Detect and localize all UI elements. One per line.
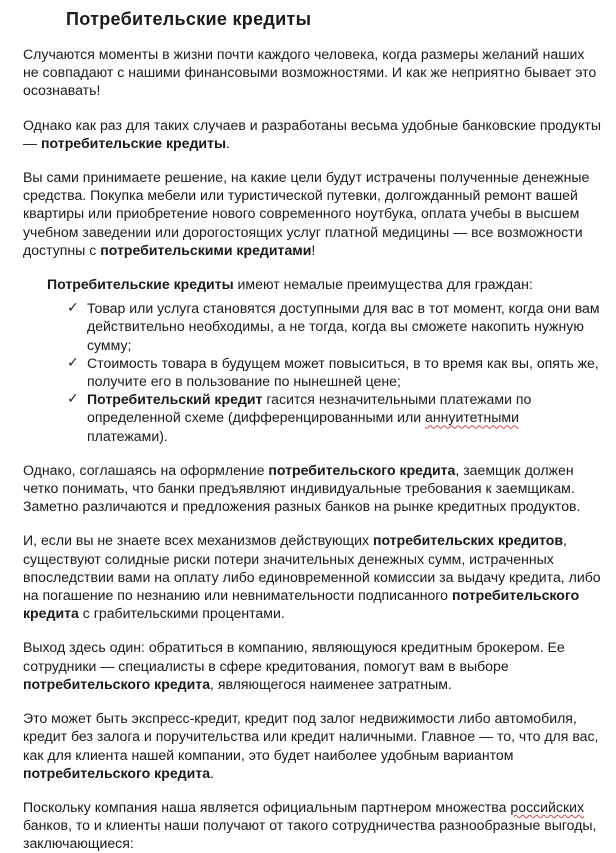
paragraph-risks: И, если вы не знаете всех механизмов действующих потребительских кредитов, существуют солидные риски потери значительных денежных сумм, истраченных впоследствии вами на оплату либо единовременной комиссии за выдачу кредита, либо на погашение по незнанию или невнимательности подписанного потребительского кредита с грабительскими процентами. xyxy=(23,532,601,622)
paragraph-intro: Случаются моменты в жизни почти каждого человека, когда размеры желаний наших не совпадают с нашими финансовыми возможностями. И как же неприятно бывает это осознавать! xyxy=(23,46,597,99)
paragraph-partners: Поскольку компания наша является официальным партнером множества российских банков, то и клиенты наши получают от такого сотрудничества разнообразные выгоды, заключающиеся: xyxy=(23,798,597,852)
list-item: ✓ Стоимость товара в будущем может повыситься, в то время как вы, опять же, получите его в пользование по нынешней цене; xyxy=(67,354,599,390)
spellcheck-flagged-word[interactable]: аннуитетными xyxy=(425,409,519,426)
paragraph-agreement: Однако, соглашаясь на оформление потребительского кредита, заемщик должен четко понимать, что банки предъявляют индивидуальные требования к заемщикам. Заметно различаются и предложения разных банков на рынке кредитных продуктов. xyxy=(23,461,581,515)
advantages-list xyxy=(23,299,602,445)
keyword: потребительского кредита xyxy=(23,587,580,622)
checkmark-icon: ✓ xyxy=(67,300,79,317)
keyword: потребительского кредита xyxy=(268,461,456,478)
keyword: потребительских кредитов xyxy=(372,532,564,549)
keyword: потребительского кредита xyxy=(23,675,211,692)
keyword: потребительскими кредитами xyxy=(100,241,312,258)
paragraph-choices: Вы сами принимаете решение, на какие цели будут истрачены полученные денежные средства. Покупка мебели или туристической путевки, долгожданный ремонт вашей квартиры или приобретение нового современного ноутбука, оплата учебы в высшем учебном заведении или дорогостоящих услуг платной медицины — все возможности доступны с потребительскими кредитами! xyxy=(23,169,590,258)
paragraph-advantages-intro: Потребительские кредиты имеют немалые преимущества для граждан: xyxy=(47,276,533,293)
paragraph-broker: Выход здесь один: обратиться в компанию, являющуюся кредитным брокером. Ее сотрудники — специалисты в сфере кредитования, помогут вам в выборе потребительского кредита, являющегося наименее затратным. xyxy=(23,639,565,692)
list-item: ✓ Товар или услуга становятся доступными для вас в тот момент, когда они вам действительно необходимы, а не тогда, когда вы сможете накопить нужную сумму; xyxy=(67,300,600,353)
checkmark-icon: ✓ xyxy=(67,391,79,408)
paragraph-products: Однако как раз для таких случаев и разработаны весьма удобные банковские продукты — потребительские кредиты. xyxy=(23,116,602,151)
spellcheck-flagged-word[interactable]: российских xyxy=(510,798,585,815)
paragraph-credit-types: Это может быть экспресс-кредит, кредит под залог недвижимости либо автомобиля, кредит без залога и поручительства или кредит наличными. Главное — то, что для вас, как для клиента нашей компании, это будет наиболее удобным вариантом потребительского кредита. xyxy=(23,710,599,781)
keyword: Потребительский кредит xyxy=(87,391,263,408)
keyword: потребительские кредиты xyxy=(41,134,227,151)
keyword: Потребительские кредиты xyxy=(47,276,234,293)
checkmark-icon: ✓ xyxy=(67,354,79,371)
keyword: потребительского кредита xyxy=(23,764,211,781)
list-item: ✓ Потребительский кредит гасится незначительными платежами по определенной схеме (дифференцированными или аннуитетными платежами). xyxy=(67,391,532,444)
page-title: Потребительские кредиты xyxy=(66,9,312,29)
